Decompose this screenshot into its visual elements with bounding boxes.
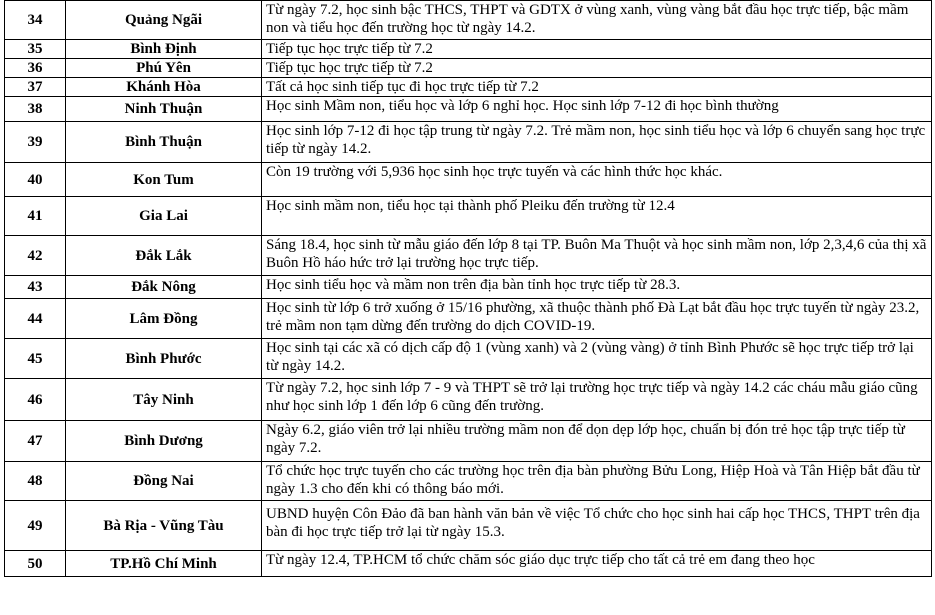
province-name: Quảng Ngãi [66, 1, 262, 40]
province-name: Kon Tum [66, 163, 262, 197]
province-name: Đồng Nai [66, 462, 262, 501]
row-number: 42 [5, 236, 66, 276]
province-name: Phú Yên [66, 59, 262, 78]
province-name: Tây Ninh [66, 379, 262, 421]
table-row [5, 421, 932, 462]
table-row [5, 379, 932, 421]
row-number: 41 [5, 197, 66, 236]
table-row [5, 551, 932, 577]
schooling-status: Học sinh lớp 7-12 đi học tập trung từ ngày 7.2. Trẻ mầm non, học sinh tiểu học và lớp 6 chuyển sang học trực tiếp từ ngày 14.2. [262, 122, 932, 163]
province-name: Bình Thuận [66, 122, 262, 163]
schooling-status: Học sinh tại các xã có dịch cấp độ 1 (vùng xanh) và 2 (vùng vàng) ở tỉnh Bình Phước sẽ học trực tiếp trở lại từ ngày 14.2. [262, 339, 932, 379]
table-row [5, 40, 932, 59]
provinces-table [4, 0, 932, 577]
table-row [5, 97, 932, 122]
row-number: 49 [5, 501, 66, 551]
province-name: Đắk Lắk [66, 236, 262, 276]
row-number: 34 [5, 1, 66, 40]
table-row [5, 197, 932, 236]
province-name: Đắk Nông [66, 276, 262, 299]
table-row [5, 163, 932, 197]
row-number: 39 [5, 122, 66, 163]
schooling-status: Tất cả học sinh tiếp tục đi học trực tiếp từ 7.2 [262, 78, 932, 97]
province-name: Bình Phước [66, 339, 262, 379]
row-number: 45 [5, 339, 66, 379]
row-number: 40 [5, 163, 66, 197]
schooling-status: Học sinh mầm non, tiểu học tại thành phố Pleiku đến trường từ 12.4 [262, 197, 932, 236]
table-row [5, 122, 932, 163]
table-row [5, 501, 932, 551]
schooling-status: Tiếp tục học trực tiếp từ 7.2 [262, 59, 932, 78]
province-name: Bà Rịa - Vũng Tàu [66, 501, 262, 551]
province-name: Gia Lai [66, 197, 262, 236]
province-name: Khánh Hòa [66, 78, 262, 97]
schooling-status: Từ ngày 7.2, học sinh bậc THCS, THPT và GDTX ở vùng xanh, vùng vàng bắt đầu học trực tiếp, bậc mầm non và tiểu học đến trường học từ ngày 14.2. [262, 1, 932, 40]
schooling-status: Tổ chức học trực tuyến cho các trường học trên địa bàn phường Bửu Long, Hiệp Hoà và Tân Hiệp bắt đầu từ ngày 1.3 cho đến khi có thông báo mới. [262, 462, 932, 501]
table-row [5, 339, 932, 379]
row-number: 46 [5, 379, 66, 421]
schooling-status: Tiếp tục học trực tiếp từ 7.2 [262, 40, 932, 59]
row-number: 47 [5, 421, 66, 462]
row-number: 35 [5, 40, 66, 59]
table-row [5, 462, 932, 501]
province-name: TP.Hồ Chí Minh [66, 551, 262, 577]
schooling-status: Còn 19 trường với 5,936 học sinh học trực tuyến và các hình thức học khác. [262, 163, 932, 197]
row-number: 44 [5, 299, 66, 339]
schooling-status: Học sinh tiểu học và mầm non trên địa bàn tỉnh học trực tiếp từ 28.3. [262, 276, 932, 299]
schooling-status: Sáng 18.4, học sinh từ mẫu giáo đến lớp 8 tại TP. Buôn Ma Thuột và học sinh mầm non, lớp 2,3,4,6 của thị xã Buôn Hồ háo hức trở lại trường học trực tiếp. [262, 236, 932, 276]
table-row [5, 1, 932, 40]
province-name: Bình Dương [66, 421, 262, 462]
row-number: 48 [5, 462, 66, 501]
table-row [5, 276, 932, 299]
province-name: Ninh Thuận [66, 97, 262, 122]
table-row [5, 59, 932, 78]
schooling-status: Từ ngày 12.4, TP.HCM tổ chức chăm sóc giáo dục trực tiếp cho tất cả trẻ em đang theo học [262, 551, 932, 577]
table-row [5, 78, 932, 97]
schooling-status: Học sinh Mầm non, tiểu học và lớp 6 nghỉ học. Học sinh lớp 7-12 đi học bình thường [262, 97, 932, 122]
schooling-status: Từ ngày 7.2, học sinh lớp 7 - 9 và THPT sẽ trở lại trường học trực tiếp và ngày 14.2 các cháu mẫu giáo cũng như học sinh lớp 1 đến lớp 6 cũng đến trường. [262, 379, 932, 421]
schooling-status: Học sinh từ lớp 6 trở xuống ở 15/16 phường, xã thuộc thành phố Đà Lạt bắt đầu học trực tuyến từ ngày 23.2, trẻ mầm non tạm dừng đến trường do dịch COVID-19. [262, 299, 932, 339]
table-row [5, 236, 932, 276]
schooling-status: Ngày 6.2, giáo viên trở lại nhiều trường mầm non để dọn dẹp lớp học, chuẩn bị đón trẻ học tập trực tiếp từ ngày 7.2. [262, 421, 932, 462]
province-name: Lâm Đồng [66, 299, 262, 339]
row-number: 43 [5, 276, 66, 299]
row-number: 38 [5, 97, 66, 122]
table-row [5, 299, 932, 339]
row-number: 50 [5, 551, 66, 577]
schooling-status: UBND huyện Côn Đảo đã ban hành văn bản về việc Tổ chức cho học sinh hai cấp học THCS, THPT trên địa bàn đi học trực tiếp trở lại từ ngày 15.3. [262, 501, 932, 551]
row-number: 36 [5, 59, 66, 78]
province-name: Bình Định [66, 40, 262, 59]
row-number: 37 [5, 78, 66, 97]
